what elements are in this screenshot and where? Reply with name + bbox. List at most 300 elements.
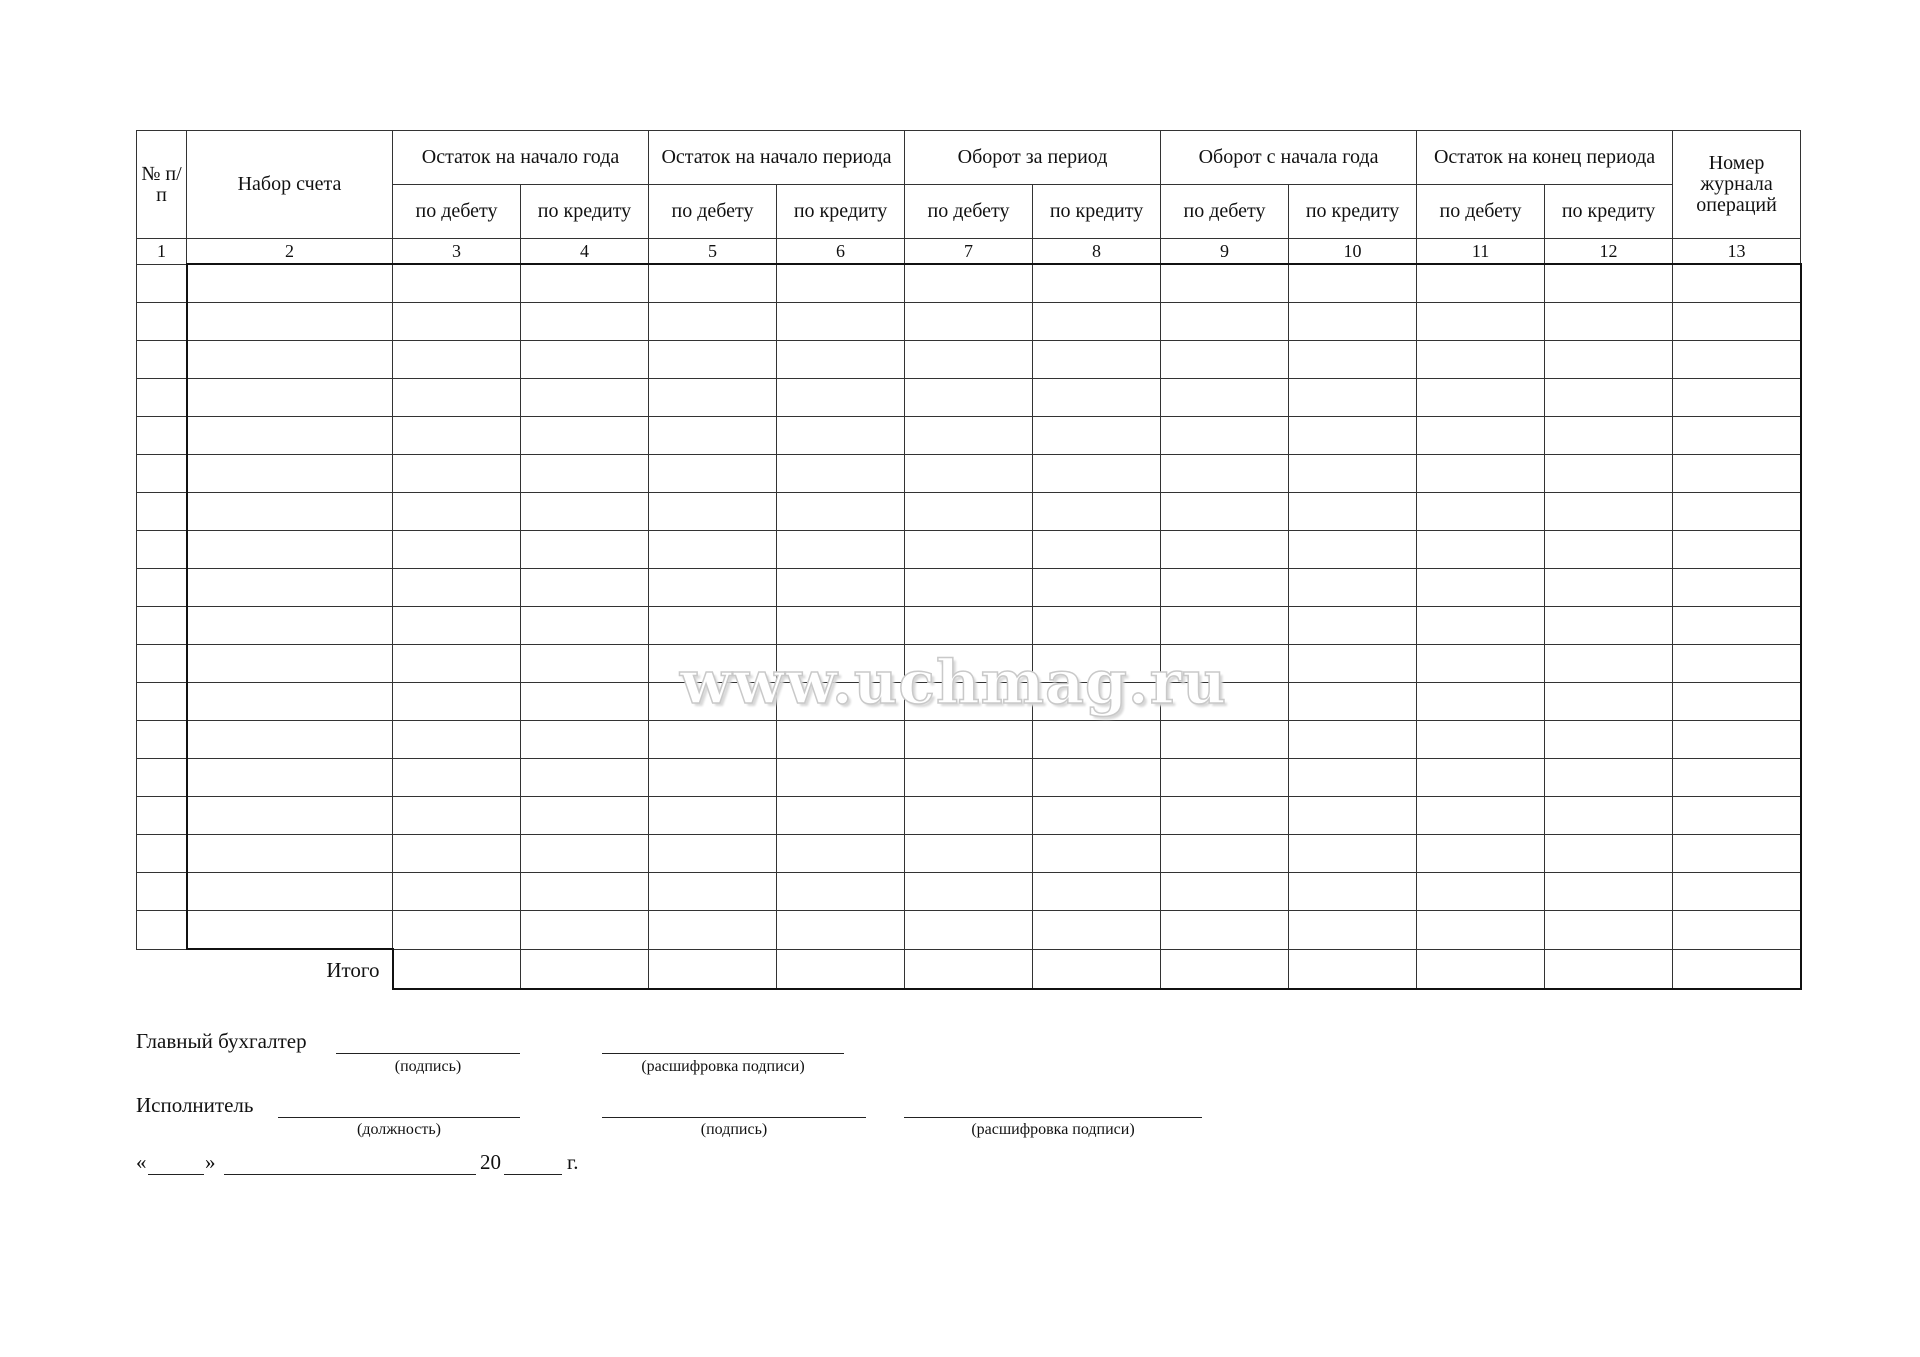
- table-cell[interactable]: [521, 835, 649, 873]
- table-cell[interactable]: [137, 607, 187, 645]
- date-year-prefix: 20: [480, 1150, 501, 1174]
- subheader-debit: по дебету: [1417, 185, 1545, 239]
- subheader-credit: по кредиту: [1289, 185, 1417, 239]
- table-cell[interactable]: [1673, 569, 1801, 607]
- table-row: [137, 797, 1801, 835]
- table-cell[interactable]: [777, 264, 905, 303]
- table-cell[interactable]: [1673, 493, 1801, 531]
- table-cell[interactable]: [1033, 569, 1161, 607]
- table-cell[interactable]: [393, 911, 521, 950]
- table-cell[interactable]: [1417, 455, 1545, 493]
- table-cell[interactable]: [1673, 341, 1801, 379]
- table-cell[interactable]: [1673, 759, 1801, 797]
- table-row: [137, 417, 1801, 455]
- table-cell[interactable]: [1161, 455, 1289, 493]
- table-cell[interactable]: [187, 721, 393, 759]
- table-cell[interactable]: [1417, 835, 1545, 873]
- table-cell[interactable]: [777, 607, 905, 645]
- table-cell[interactable]: [187, 911, 393, 950]
- table-cell[interactable]: [137, 645, 187, 683]
- table-cell[interactable]: [1289, 493, 1417, 531]
- table-cell[interactable]: [1161, 721, 1289, 759]
- total-cell[interactable]: [1161, 949, 1289, 989]
- table-cell[interactable]: [393, 569, 521, 607]
- table-cell[interactable]: [649, 531, 777, 569]
- table-cell[interactable]: [1161, 569, 1289, 607]
- table-cell[interactable]: [905, 493, 1033, 531]
- table-cell[interactable]: [187, 264, 393, 303]
- table-cell[interactable]: [1545, 759, 1673, 797]
- table-cell[interactable]: [1289, 607, 1417, 645]
- executor-position-line[interactable]: [278, 1117, 520, 1118]
- table-cell[interactable]: [649, 455, 777, 493]
- table-cell[interactable]: [1673, 417, 1801, 455]
- table-cell[interactable]: [777, 645, 905, 683]
- date-year-suffix: г.: [567, 1150, 579, 1174]
- table-cell[interactable]: [393, 797, 521, 835]
- column-number: 11: [1417, 239, 1545, 265]
- table-cell[interactable]: [137, 569, 187, 607]
- table-cell[interactable]: [1545, 721, 1673, 759]
- table-cell[interactable]: [137, 493, 187, 531]
- table-cell[interactable]: [187, 303, 393, 341]
- table-cell[interactable]: [1545, 607, 1673, 645]
- table-cell[interactable]: [1673, 683, 1801, 721]
- table-cell[interactable]: [1289, 911, 1417, 950]
- table-cell[interactable]: [1417, 531, 1545, 569]
- table-cell[interactable]: [777, 759, 905, 797]
- table-cell[interactable]: [1289, 759, 1417, 797]
- table-cell[interactable]: [1033, 531, 1161, 569]
- table-cell[interactable]: [1673, 797, 1801, 835]
- table-cell[interactable]: [1673, 607, 1801, 645]
- table-cell[interactable]: [649, 759, 777, 797]
- table-cell[interactable]: [393, 683, 521, 721]
- table-cell[interactable]: [1161, 379, 1289, 417]
- subheader-credit: по кредиту: [521, 185, 649, 239]
- table-cell[interactable]: [1289, 455, 1417, 493]
- table-cell[interactable]: [1417, 873, 1545, 911]
- table-cell[interactable]: [1289, 645, 1417, 683]
- table-cell[interactable]: [649, 835, 777, 873]
- table-cell[interactable]: [187, 797, 393, 835]
- table-cell[interactable]: [1033, 797, 1161, 835]
- total-cell[interactable]: [1673, 949, 1801, 989]
- total-cell[interactable]: [1289, 949, 1417, 989]
- table-cell[interactable]: [521, 417, 649, 455]
- table-cell[interactable]: [521, 455, 649, 493]
- column-number: 12: [1545, 239, 1673, 265]
- table-cell[interactable]: [777, 303, 905, 341]
- table-cell[interactable]: [1673, 264, 1801, 303]
- table-row: [137, 531, 1801, 569]
- table-cell[interactable]: [137, 531, 187, 569]
- table-cell[interactable]: [1033, 873, 1161, 911]
- table-cell[interactable]: [1545, 873, 1673, 911]
- table-cell[interactable]: [1545, 455, 1673, 493]
- table-cell[interactable]: [1289, 569, 1417, 607]
- table-cell[interactable]: [1417, 379, 1545, 417]
- table-cell[interactable]: [187, 379, 393, 417]
- table-cell[interactable]: [777, 493, 905, 531]
- chief-accountant-label: Главный бухгалтер: [136, 1029, 307, 1053]
- column-number: 13: [1673, 239, 1801, 265]
- table-cell[interactable]: [521, 797, 649, 835]
- table-cell[interactable]: [393, 531, 521, 569]
- table-cell[interactable]: [187, 607, 393, 645]
- total-cell[interactable]: [393, 949, 521, 989]
- table-cell[interactable]: [777, 835, 905, 873]
- column-number: 2: [187, 239, 393, 265]
- table-cell[interactable]: [1161, 873, 1289, 911]
- table-cell[interactable]: [1545, 493, 1673, 531]
- table-cell[interactable]: [1033, 683, 1161, 721]
- table-cell[interactable]: [905, 797, 1033, 835]
- table-cell[interactable]: [137, 341, 187, 379]
- column-number: 1: [137, 239, 187, 265]
- table-cell[interactable]: [905, 379, 1033, 417]
- chief-decode-line[interactable]: [602, 1053, 844, 1054]
- table-cell[interactable]: [1673, 645, 1801, 683]
- total-cell[interactable]: [521, 949, 649, 989]
- chief-signature-line[interactable]: [336, 1053, 520, 1054]
- table-cell[interactable]: [649, 645, 777, 683]
- table-cell[interactable]: [1033, 264, 1161, 303]
- table-cell[interactable]: [649, 264, 777, 303]
- table-cell[interactable]: [1033, 721, 1161, 759]
- table-cell[interactable]: [1545, 379, 1673, 417]
- table-row: [137, 873, 1801, 911]
- table-cell[interactable]: [1417, 607, 1545, 645]
- table-cell[interactable]: [1673, 835, 1801, 873]
- table-cell[interactable]: [1545, 531, 1673, 569]
- table-cell[interactable]: [1417, 493, 1545, 531]
- table-cell[interactable]: [1417, 759, 1545, 797]
- table-cell[interactable]: [1673, 379, 1801, 417]
- table-cell[interactable]: [1545, 341, 1673, 379]
- table-cell[interactable]: [187, 531, 393, 569]
- table-cell[interactable]: [1161, 417, 1289, 455]
- table-cell[interactable]: [187, 417, 393, 455]
- table-cell[interactable]: [521, 264, 649, 303]
- table-cell[interactable]: [137, 455, 187, 493]
- table-cell[interactable]: [1289, 835, 1417, 873]
- table-cell[interactable]: [1033, 379, 1161, 417]
- table-cell[interactable]: [393, 379, 521, 417]
- table-cell[interactable]: [521, 873, 649, 911]
- header-number: № п/п: [137, 131, 187, 239]
- table-cell[interactable]: [905, 873, 1033, 911]
- table-cell[interactable]: [1033, 455, 1161, 493]
- table-cell[interactable]: [521, 303, 649, 341]
- header-group-turnover-period: Оборот за период: [905, 131, 1161, 185]
- table-cell[interactable]: [521, 493, 649, 531]
- table-cell[interactable]: [1033, 341, 1161, 379]
- table-cell[interactable]: [393, 759, 521, 797]
- subheader-credit: по кредиту: [777, 185, 905, 239]
- table-cell[interactable]: [521, 607, 649, 645]
- table-cell[interactable]: [777, 873, 905, 911]
- table-cell[interactable]: [649, 379, 777, 417]
- executor-caption-decode: (расшифровка подписи): [971, 1121, 1135, 1138]
- table-cell[interactable]: [393, 341, 521, 379]
- table-cell[interactable]: [521, 759, 649, 797]
- table-cell[interactable]: [777, 379, 905, 417]
- executor-signature-line[interactable]: [602, 1117, 866, 1118]
- table-cell[interactable]: [649, 797, 777, 835]
- table-cell[interactable]: [1289, 721, 1417, 759]
- table-cell[interactable]: [777, 417, 905, 455]
- table-cell[interactable]: [137, 835, 187, 873]
- executor-decode-line[interactable]: [904, 1117, 1202, 1118]
- table-cell[interactable]: [1161, 683, 1289, 721]
- table-cell[interactable]: [1417, 417, 1545, 455]
- table-cell[interactable]: [1673, 455, 1801, 493]
- header-group-balance-period-end: Остаток на конец периода: [1417, 131, 1673, 185]
- table-row: [137, 721, 1801, 759]
- table-cell[interactable]: [1289, 797, 1417, 835]
- table-cell[interactable]: [1033, 645, 1161, 683]
- table-cell[interactable]: [905, 645, 1033, 683]
- table-cell[interactable]: [1033, 607, 1161, 645]
- table-cell[interactable]: [649, 607, 777, 645]
- table-cell[interactable]: [905, 835, 1033, 873]
- table-cell[interactable]: [1161, 759, 1289, 797]
- table-cell[interactable]: [1033, 493, 1161, 531]
- table-cell[interactable]: [521, 569, 649, 607]
- table-cell[interactable]: [137, 759, 187, 797]
- table-cell[interactable]: [1417, 569, 1545, 607]
- table-cell[interactable]: [1161, 911, 1289, 950]
- table-cell[interactable]: [1417, 911, 1545, 950]
- subheader-debit: по дебету: [1161, 185, 1289, 239]
- table-row: [137, 645, 1801, 683]
- table-cell[interactable]: [1161, 264, 1289, 303]
- table-cell[interactable]: [187, 835, 393, 873]
- table-cell[interactable]: [905, 341, 1033, 379]
- table-cell[interactable]: [1033, 759, 1161, 797]
- table-cell[interactable]: [777, 531, 905, 569]
- table-cell[interactable]: [777, 683, 905, 721]
- table-cell[interactable]: [137, 873, 187, 911]
- table-cell[interactable]: [1033, 303, 1161, 341]
- table-cell[interactable]: [1289, 379, 1417, 417]
- table-cell[interactable]: [1545, 569, 1673, 607]
- table-cell[interactable]: [1417, 341, 1545, 379]
- total-cell[interactable]: [1033, 949, 1161, 989]
- table-cell[interactable]: [1161, 531, 1289, 569]
- table-cell[interactable]: [521, 721, 649, 759]
- table-cell[interactable]: [1289, 683, 1417, 721]
- table-cell[interactable]: [1033, 835, 1161, 873]
- subheader-credit: по кредиту: [1545, 185, 1673, 239]
- total-cell[interactable]: [905, 949, 1033, 989]
- table-cell[interactable]: [1417, 264, 1545, 303]
- table-cell[interactable]: [1289, 303, 1417, 341]
- date-open-quote: «: [136, 1150, 147, 1174]
- table-cell[interactable]: [1289, 873, 1417, 911]
- table-cell[interactable]: [393, 645, 521, 683]
- table-cell[interactable]: [187, 455, 393, 493]
- table-row: [137, 303, 1801, 341]
- total-cell[interactable]: [1545, 949, 1673, 989]
- table-cell[interactable]: [1673, 911, 1801, 950]
- table-cell[interactable]: [187, 493, 393, 531]
- table-cell[interactable]: [1673, 721, 1801, 759]
- table-cell[interactable]: [521, 911, 649, 950]
- table-cell[interactable]: [649, 569, 777, 607]
- table-cell[interactable]: [777, 569, 905, 607]
- table-cell[interactable]: [1545, 417, 1673, 455]
- date-day-line[interactable]: [148, 1174, 204, 1175]
- table-cell[interactable]: [1545, 835, 1673, 873]
- table-row: [137, 455, 1801, 493]
- table-cell[interactable]: [1417, 797, 1545, 835]
- table-cell[interactable]: [905, 417, 1033, 455]
- table-cell[interactable]: [137, 379, 187, 417]
- table-cell[interactable]: [1161, 607, 1289, 645]
- table-cell[interactable]: [393, 721, 521, 759]
- table-cell[interactable]: [649, 873, 777, 911]
- table-row: [137, 264, 1801, 303]
- table-cell[interactable]: [777, 911, 905, 950]
- table-cell[interactable]: [649, 303, 777, 341]
- table-cell[interactable]: [1289, 531, 1417, 569]
- table-cell[interactable]: [1033, 911, 1161, 950]
- table-cell[interactable]: [649, 417, 777, 455]
- table-cell[interactable]: [187, 683, 393, 721]
- table-cell[interactable]: [777, 797, 905, 835]
- table-cell[interactable]: [1417, 645, 1545, 683]
- table-cell[interactable]: [1545, 303, 1673, 341]
- table-row: [137, 341, 1801, 379]
- header-journal-number: Номер журнала операций: [1673, 131, 1801, 239]
- table-cell[interactable]: [187, 645, 393, 683]
- table-cell[interactable]: [1161, 797, 1289, 835]
- table-cell[interactable]: [649, 721, 777, 759]
- column-number: 8: [1033, 239, 1161, 265]
- table-cell[interactable]: [521, 683, 649, 721]
- table-cell[interactable]: [1417, 721, 1545, 759]
- table-row: [137, 759, 1801, 797]
- table-row: [137, 607, 1801, 645]
- column-number: 6: [777, 239, 905, 265]
- table-cell[interactable]: [1417, 683, 1545, 721]
- table-cell[interactable]: [137, 303, 187, 341]
- total-cell[interactable]: [649, 949, 777, 989]
- table-row: [137, 911, 1801, 950]
- table-cell[interactable]: [1673, 531, 1801, 569]
- total-cell[interactable]: [1417, 949, 1545, 989]
- table-cell[interactable]: [1545, 645, 1673, 683]
- table-cell[interactable]: [777, 341, 905, 379]
- table-cell[interactable]: [137, 264, 187, 303]
- table-cell[interactable]: [393, 607, 521, 645]
- table-cell[interactable]: [393, 264, 521, 303]
- date-month-line[interactable]: [224, 1174, 476, 1175]
- total-row: [137, 949, 1801, 989]
- table-cell[interactable]: [1161, 341, 1289, 379]
- table-cell[interactable]: [777, 455, 905, 493]
- table-cell[interactable]: [905, 455, 1033, 493]
- chief-caption-sign: (подпись): [394, 1058, 462, 1075]
- header-group-turnover-year: Оборот с начала года: [1161, 131, 1417, 185]
- table-cell[interactable]: [137, 417, 187, 455]
- table-cell[interactable]: [1161, 303, 1289, 341]
- table-cell[interactable]: [1545, 264, 1673, 303]
- table-cell[interactable]: [905, 303, 1033, 341]
- column-number: 5: [649, 239, 777, 265]
- table-cell[interactable]: [905, 531, 1033, 569]
- table-cell[interactable]: [1545, 797, 1673, 835]
- table-cell[interactable]: [905, 721, 1033, 759]
- executor-caption-position: (должность): [357, 1121, 441, 1138]
- subheader-debit: по дебету: [905, 185, 1033, 239]
- table-cell[interactable]: [905, 759, 1033, 797]
- table-cell[interactable]: [1545, 683, 1673, 721]
- table-cell[interactable]: [137, 721, 187, 759]
- table-cell[interactable]: [1673, 303, 1801, 341]
- table-cell[interactable]: [1161, 835, 1289, 873]
- table-cell[interactable]: [1673, 873, 1801, 911]
- table-cell[interactable]: [393, 417, 521, 455]
- table-cell[interactable]: [1417, 303, 1545, 341]
- subheader-debit: по дебету: [649, 185, 777, 239]
- table-cell[interactable]: [187, 873, 393, 911]
- subheader-credit: по кредиту: [1033, 185, 1161, 239]
- table-cell[interactable]: [1161, 493, 1289, 531]
- table-cell[interactable]: [905, 569, 1033, 607]
- table-cell[interactable]: [905, 607, 1033, 645]
- column-number: 7: [905, 239, 1033, 265]
- table-cell[interactable]: [1545, 911, 1673, 950]
- table-cell[interactable]: [1161, 645, 1289, 683]
- table-cell[interactable]: [187, 759, 393, 797]
- table-cell[interactable]: [393, 835, 521, 873]
- table-cell[interactable]: [649, 493, 777, 531]
- table-cell[interactable]: [187, 341, 393, 379]
- table-cell[interactable]: [1289, 264, 1417, 303]
- table-cell[interactable]: [393, 303, 521, 341]
- table-cell[interactable]: [1289, 417, 1417, 455]
- header-group-balance-year-start: Остаток на начало года: [393, 131, 649, 185]
- table-cell[interactable]: [137, 683, 187, 721]
- table-cell[interactable]: [905, 911, 1033, 950]
- table-cell[interactable]: [649, 911, 777, 950]
- table-cell[interactable]: [649, 683, 777, 721]
- table-cell[interactable]: [521, 645, 649, 683]
- table-cell[interactable]: [393, 493, 521, 531]
- table-cell[interactable]: [905, 683, 1033, 721]
- table-cell[interactable]: [1033, 417, 1161, 455]
- total-cell[interactable]: [777, 949, 905, 989]
- table-cell[interactable]: [393, 873, 521, 911]
- turnover-table: [136, 130, 1802, 990]
- table-cell[interactable]: [393, 455, 521, 493]
- table-cell[interactable]: [521, 341, 649, 379]
- table-cell[interactable]: [187, 569, 393, 607]
- table-cell[interactable]: [137, 797, 187, 835]
- table-cell[interactable]: [905, 264, 1033, 303]
- table-cell[interactable]: [521, 531, 649, 569]
- date-year-line[interactable]: [504, 1174, 562, 1175]
- table-row: [137, 835, 1801, 873]
- table-cell[interactable]: [777, 721, 905, 759]
- table-cell[interactable]: [137, 911, 187, 950]
- table-cell[interactable]: [1289, 341, 1417, 379]
- table-cell[interactable]: [521, 379, 649, 417]
- table-cell[interactable]: [649, 341, 777, 379]
